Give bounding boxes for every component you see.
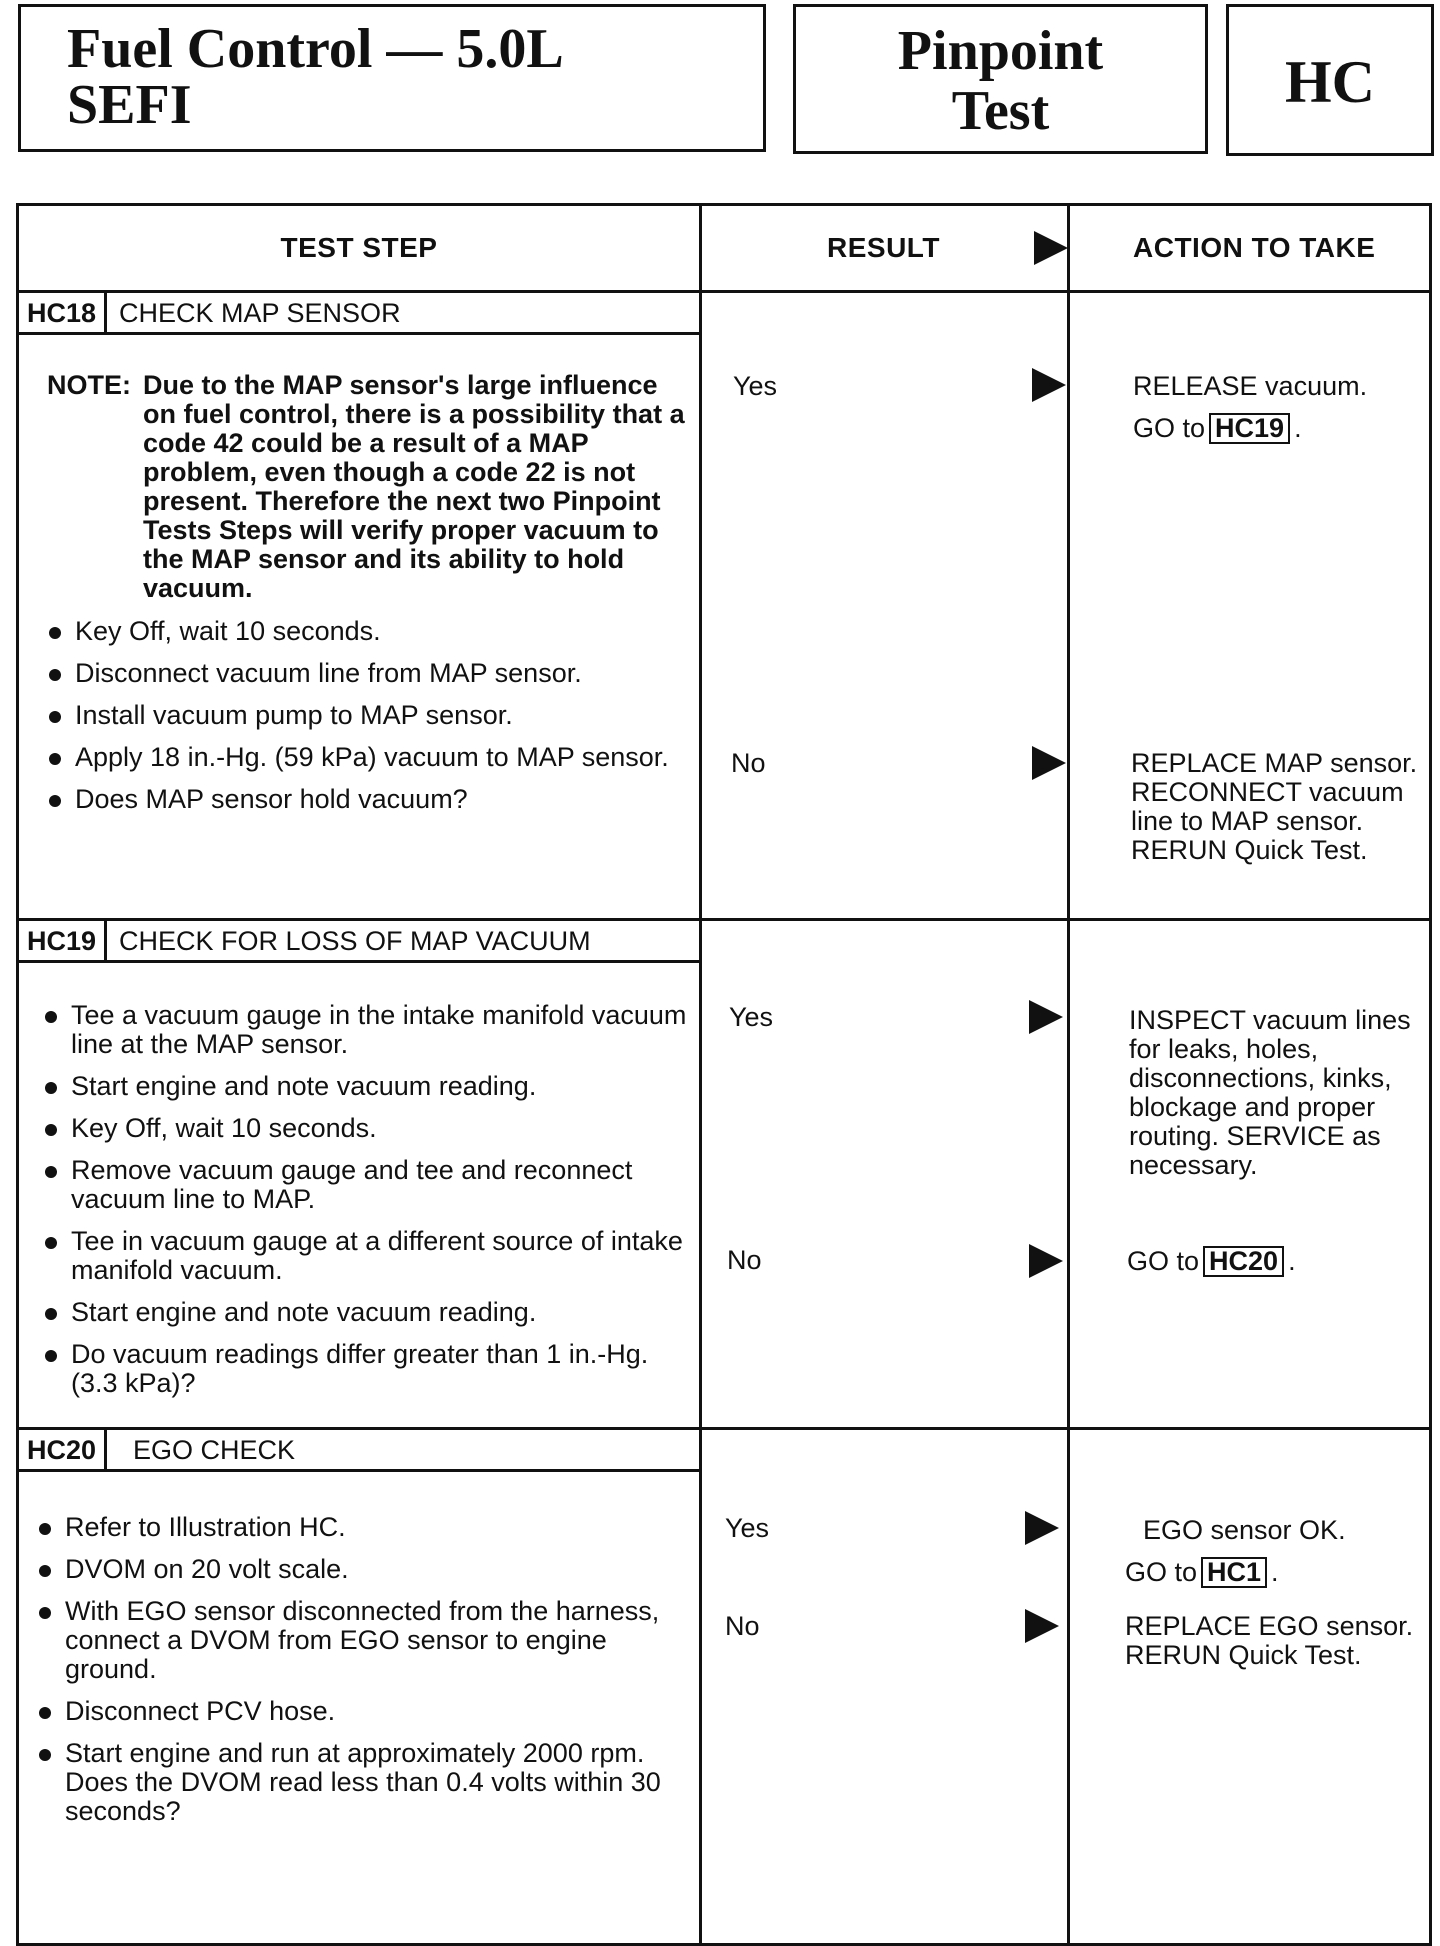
step-name: EGO CHECK: [133, 1435, 296, 1465]
document-title: [18, 4, 766, 152]
step-header-hc20: [19, 1430, 699, 1472]
test-type-line-2: Test: [951, 80, 1050, 142]
result-arrow-icon: [1025, 1609, 1059, 1643]
result-yes: Yes: [729, 1002, 774, 1032]
goto-text: GO to: [1133, 413, 1206, 443]
action-no: REPLACE MAP sensor. RECONNECT vacuum line to MAP sensor. RERUN Quick Test.: [1131, 748, 1418, 865]
list-item: Refer to Illustration HC.: [37, 1513, 687, 1542]
list-item: Remove vacuum gauge and tee and reconnect vacuum line to MAP.: [43, 1156, 693, 1214]
note: [47, 371, 695, 603]
pinpoint-test-table: [16, 203, 1432, 1946]
test-type-box: [793, 4, 1208, 154]
step-reference: HC19: [1209, 413, 1290, 444]
step-code: HC19: [19, 921, 107, 960]
list-item: Disconnect vacuum line from MAP sensor.: [47, 659, 695, 688]
list-item: Tee in vacuum gauge at a different source of intake manifold vacuum.: [43, 1227, 693, 1285]
list-item: Start engine and run at approximately 2000 rpm. Does the DVOM read less than 0.4 volts within 30 seconds?: [37, 1739, 687, 1826]
note-label: NOTE:: [47, 370, 131, 400]
step-header-hc18: [19, 293, 699, 335]
list-item: Apply 18 in.-Hg. (59 kPa) vacuum to MAP sensor.: [47, 743, 695, 772]
action-no: GO to HC20 .: [1127, 1246, 1296, 1276]
action-no: REPLACE EGO sensor. RERUN Quick Test.: [1125, 1611, 1414, 1670]
list-item: Start engine and note vacuum reading.: [43, 1298, 693, 1327]
action-yes: RELEASE vacuum. GO to HC19 .: [1133, 372, 1423, 444]
result-arrow-icon: [1025, 1511, 1059, 1545]
list-item: Disconnect PCV hose.: [37, 1697, 687, 1726]
list-item: Install vacuum pump to MAP sensor.: [47, 701, 695, 730]
step-code: HC20: [19, 1430, 107, 1469]
test-code: HC: [1285, 49, 1375, 115]
result-no: No: [731, 748, 766, 778]
list-item: Start engine and note vacuum reading.: [43, 1072, 693, 1101]
action-yes: EGO sensor OK. GO to HC1 .: [1125, 1516, 1425, 1588]
result-arrow-icon: [1029, 1000, 1063, 1034]
step-content-hc18: [47, 371, 695, 827]
action-yes: INSPECT vacuum lines for leaks, holes, disconnections, kinks, blockage and proper routing. SERVICE as necessary.: [1129, 1005, 1411, 1180]
result-arrow-icon: [1034, 231, 1068, 265]
result-arrow-icon: [1029, 1244, 1063, 1278]
list-item: Do vacuum readings differ greater than 1 in.-Hg. (3.3 kPa)?: [43, 1340, 693, 1398]
column-header-result: RESULT: [827, 232, 940, 263]
list-item: Tee a vacuum gauge in the intake manifold vacuum line at the MAP sensor.: [43, 1001, 693, 1059]
step-name: CHECK FOR LOSS OF MAP VACUUM: [119, 926, 591, 956]
title-line-2: SEFI: [67, 74, 192, 136]
step-content-hc20: [37, 1513, 687, 1839]
goto-text: GO to: [1127, 1246, 1200, 1276]
result-arrow-icon: [1032, 368, 1066, 402]
action-text: EGO sensor OK.: [1143, 1515, 1346, 1545]
column-divider-1: [699, 206, 702, 1946]
step-reference: HC1: [1201, 1557, 1267, 1588]
test-type-line-1: Pinpoint: [897, 20, 1104, 82]
title-line-1: Fuel Control — 5.0L: [67, 18, 564, 80]
step-code: HC18: [19, 293, 107, 332]
note-text: Due to the MAP sensor's large influence on fuel control, there is a possibility that a code 42 could be a result of a MAP problem, even though a code 22 is not present. Therefore the next two Pinpoint Tests Steps will verify proper vacuum to the MAP sensor and its ability to hold vacuum.: [143, 370, 685, 603]
list-item: DVOM on 20 volt scale.: [37, 1555, 687, 1584]
result-yes: Yes: [733, 371, 778, 401]
column-divider-2: [1067, 206, 1070, 1946]
column-header-action: ACTION TO TAKE: [1133, 232, 1376, 263]
step-reference: HC20: [1203, 1246, 1284, 1277]
column-header-test-step: TEST STEP: [280, 232, 438, 263]
list-item: With EGO sensor disconnected from the harness, connect a DVOM from EGO sensor to engine ground.: [37, 1597, 687, 1684]
test-code-box: [1226, 4, 1434, 156]
result-yes: Yes: [725, 1513, 770, 1543]
result-arrow-icon: [1032, 746, 1066, 780]
list-item: Key Off, wait 10 seconds.: [43, 1114, 693, 1143]
step-name: CHECK MAP SENSOR: [119, 298, 401, 328]
step-header-hc19: [19, 921, 699, 963]
result-no: No: [725, 1611, 760, 1641]
list-item: Key Off, wait 10 seconds.: [47, 617, 695, 646]
action-text: RELEASE vacuum.: [1133, 371, 1368, 401]
result-no: No: [727, 1245, 762, 1275]
list-item: Does MAP sensor hold vacuum?: [47, 785, 695, 814]
goto-text: GO to: [1125, 1557, 1198, 1587]
step-content-hc19: [43, 1001, 693, 1411]
